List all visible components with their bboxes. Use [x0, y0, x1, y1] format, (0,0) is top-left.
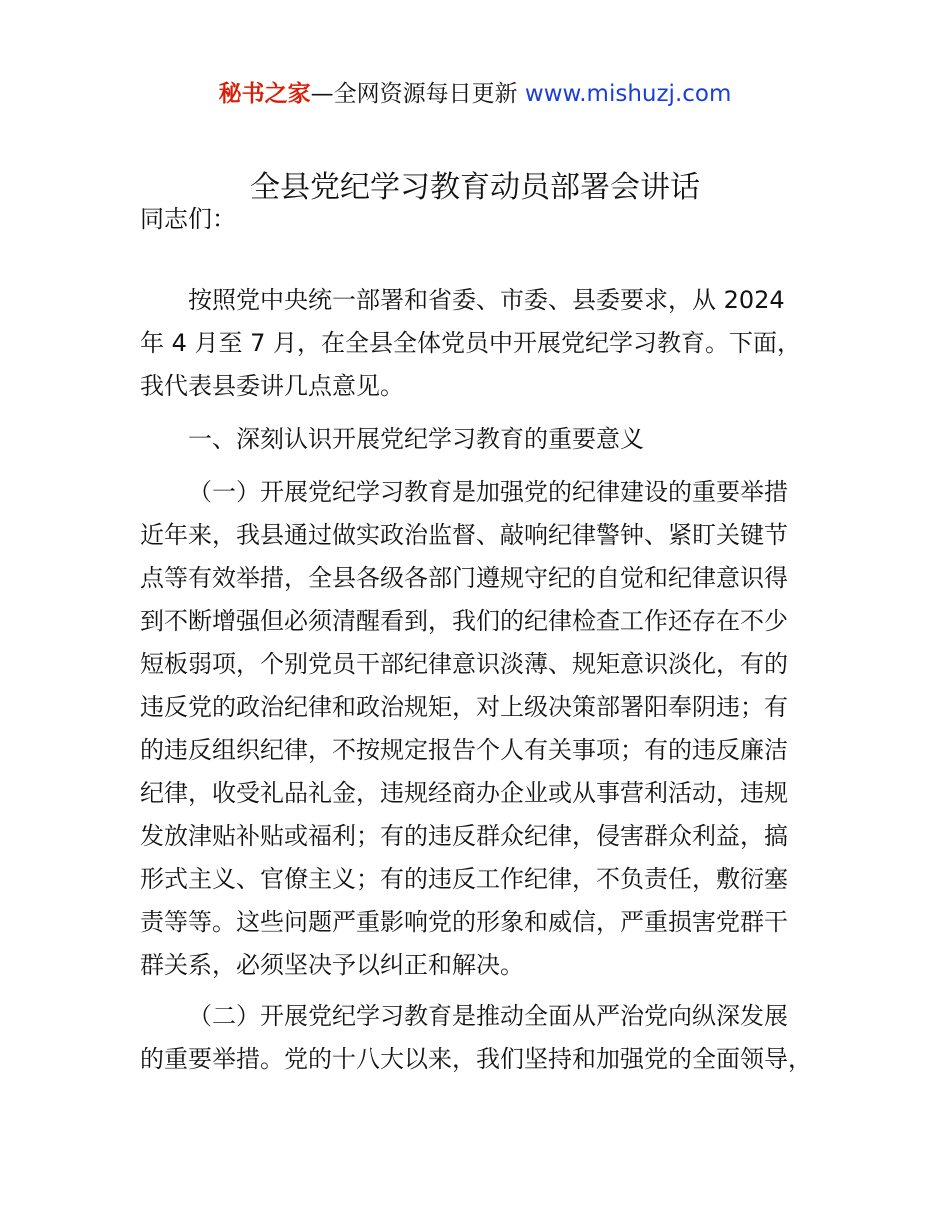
paragraph-intro — [140, 279, 820, 408]
paragraph-line: 点等有效举措，全县各级各部门遵规守纪的自觉和纪律意识得 — [140, 564, 788, 592]
paragraph-line: 短板弱项，个别党员干部纪律意识淡薄、规矩意识淡化，有的 — [140, 650, 788, 678]
paragraph-line: 发放津贴补贴或福利；有的违反群众纪律，侵害群众利益，搞 — [140, 822, 788, 850]
site-tagline: —全网资源每日更新 — [310, 81, 518, 107]
subheading-line: （二）开展党纪学习教育是推动全面从严治党向纵深发展 — [188, 1002, 788, 1030]
paragraph-line: 年 4 月至 7 月，在全县全体党员中开展党纪学习教育。下面， — [140, 329, 802, 357]
paragraph-line: 违反党的政治纪律和政治规矩，对上级决策部署阳奉阴违；有 — [140, 693, 788, 721]
site-header — [0, 78, 950, 110]
paragraph-line: 的违反组织纪律，不按规定报告个人有关事项；有的违反廉洁 — [140, 736, 788, 764]
paragraph-line: 到不断增强但必须清醒看到，我们的纪律检查工作还存在不少 — [140, 607, 788, 635]
paragraph-line: 近年来，我县通过做实政治监督、敲响纪律警钟、紧盯关键节 — [140, 521, 788, 549]
section-heading-text: 一、深刻认识开展党纪学习教育的重要意义 — [188, 425, 644, 453]
paragraph-line: 责等等。这些问题严重影响党的形象和威信，严重损害党群干 — [140, 908, 788, 936]
paragraph-line: 我代表县委讲几点意见。 — [140, 372, 404, 400]
paragraph-line: 纪律，收受礼品礼金，违规经商办企业或从事营利活动，违规 — [140, 779, 788, 807]
salutation — [140, 198, 820, 241]
paragraph-line: 按照党中央统一部署和省委、市委、县委要求，从 2024 — [188, 286, 785, 314]
paragraph-line: 的重要举措。党的十八大以来，我们坚持和加强党的全面领导， — [140, 1045, 812, 1073]
subheading-line: （一）开展党纪学习教育是加强党的纪律建设的重要举措 — [188, 478, 788, 506]
paragraph-line: 形式主义、官僚主义；有的违反工作纪律，不负责任，敷衍塞 — [140, 865, 788, 893]
paragraph-sub1 — [140, 471, 820, 987]
document-title: 全县党纪学习教育动员部署会讲话 — [250, 170, 700, 205]
site-url-link[interactable]: www.mishuzj.com — [524, 81, 732, 107]
section-heading — [140, 418, 820, 461]
paragraph-sub2 — [140, 995, 820, 1081]
site-brand: 秘书之家 — [218, 81, 311, 107]
salutation-line: 同志们： — [140, 205, 236, 233]
paragraph-line: 群关系，必须坚决予以纠正和解决。 — [140, 951, 524, 979]
